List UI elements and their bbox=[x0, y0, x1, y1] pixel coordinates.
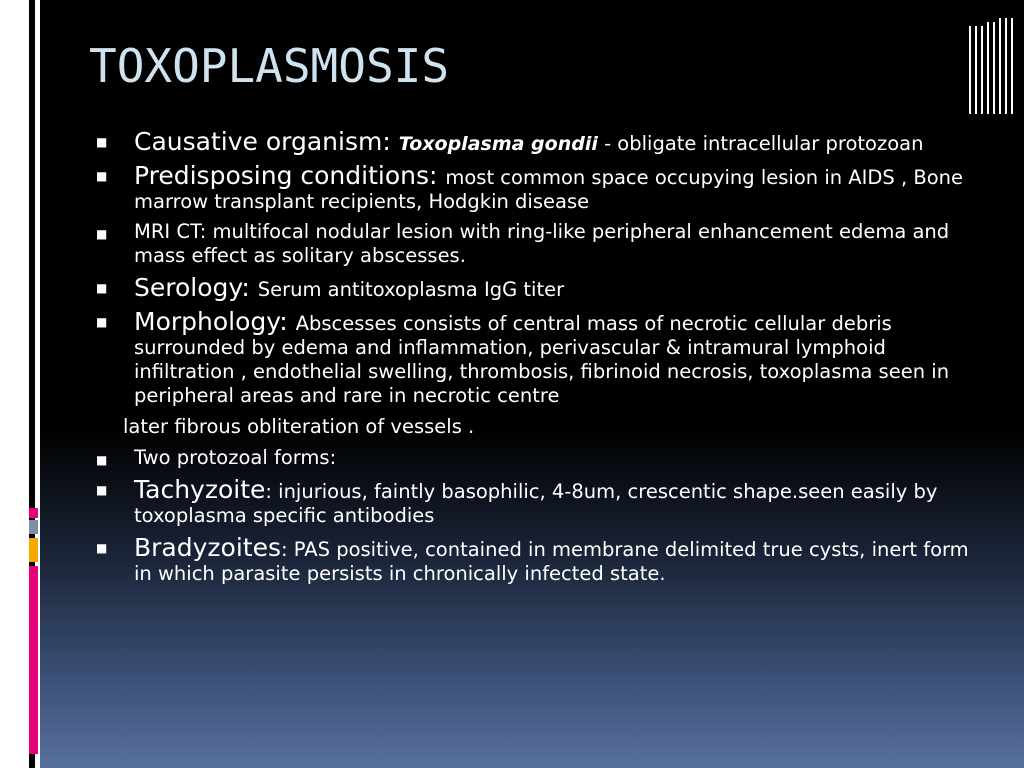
item-lead: Serology: bbox=[134, 273, 258, 302]
item-body: Serum antitoxoplasma IgG titer bbox=[257, 278, 565, 301]
item-lead: Tachyzoite bbox=[134, 475, 266, 504]
list-item-serology bbox=[96, 274, 976, 302]
item-lead: Predisposing conditions: bbox=[134, 161, 446, 190]
list-item-causative bbox=[96, 128, 976, 156]
accent-block-magenta-long bbox=[29, 566, 38, 754]
list-item-predisposing bbox=[96, 162, 976, 214]
item-lead: Morphology: bbox=[134, 307, 296, 336]
list-item-mri-ct bbox=[96, 220, 976, 268]
item-lead: Causative organism: bbox=[134, 127, 399, 156]
slide-title: TOXOPLASMOSIS bbox=[89, 39, 450, 93]
item-body: Abscesses consists of central mass of necrotic cellular debris surrounded by edema and inflammation, perivascular & intramural lymphoid infiltration , endothelial swelling, thrombosis, fibrinoid necrosis, toxoplasma seen in peripheral areas and rare in necrotic centre bbox=[134, 312, 950, 407]
bullet-icon: ■ bbox=[96, 483, 108, 497]
bullet-icon: ■ bbox=[96, 453, 108, 467]
accent-block-gray bbox=[29, 520, 38, 534]
bullet-icon: ■ bbox=[96, 227, 108, 241]
item-body: Two protozoal forms: bbox=[134, 446, 337, 469]
list-item-morphology bbox=[96, 308, 976, 408]
item-body: most common space occupying lesion in AIDS , Bone marrow transplant recipients, Hodgkin disease bbox=[134, 166, 964, 213]
bullet-icon: ■ bbox=[96, 541, 108, 555]
plain-line: later fibrous obliteration of vessels . bbox=[123, 415, 475, 438]
item-italic: Toxoplasma gondii bbox=[398, 133, 598, 155]
item-body: - obligate intracellular protozoan bbox=[597, 132, 924, 155]
list-item-bradyzoites bbox=[96, 534, 976, 586]
item-body: : PAS positive, contained in membrane delimited true cysts, inert form in which parasite persists in chronically infected state. bbox=[134, 538, 969, 585]
list-item-tachyzoite bbox=[96, 476, 976, 528]
bullet-list bbox=[96, 128, 976, 592]
bullet-icon: ■ bbox=[96, 281, 108, 295]
accent-block-magenta bbox=[29, 508, 38, 518]
item-body: : injurious, faintly basophilic, 4-8um, crescentic shape.seen easily by toxoplasma specific antibodies bbox=[134, 480, 938, 527]
bullet-icon: ■ bbox=[96, 135, 108, 149]
list-item-protozoal-forms bbox=[96, 446, 976, 470]
bullet-icon: ■ bbox=[96, 315, 108, 329]
item-body: MRI CT: multifocal nodular lesion with ring-like peripheral enhancement edema and mass effect as solitary abscesses. bbox=[134, 220, 950, 267]
bullet-icon: ■ bbox=[96, 169, 108, 183]
decorative-lines bbox=[968, 18, 1016, 114]
accent-block-orange bbox=[29, 538, 38, 562]
item-lead: Bradyzoites bbox=[134, 533, 281, 562]
